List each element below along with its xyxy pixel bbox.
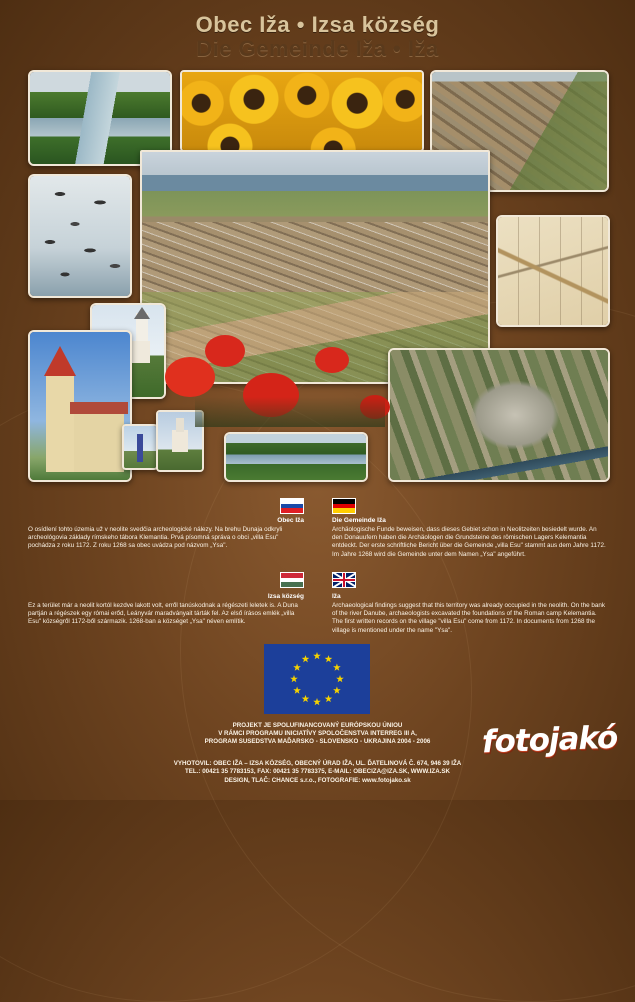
fotojako-logo: fotojakó xyxy=(481,719,618,761)
photo-church-red-tower xyxy=(28,330,132,482)
eu-star-icon xyxy=(313,698,321,705)
publisher-info xyxy=(150,760,485,785)
eu-star-icon xyxy=(293,687,301,694)
publisher-line-1: VYHOTOVIL: OBEC IŽA – IZSA KÖZSÉG, OBECNÝ ÚRAD IŽA, UL. ĎATELINOVÁ Č. 674, 946 39 IŽA xyxy=(173,760,462,767)
en-heading: Iža xyxy=(332,593,341,600)
photo-seagulls xyxy=(28,174,132,298)
eu-star-icon xyxy=(302,655,310,662)
eu-star-icon xyxy=(313,652,321,659)
flag-germany-icon xyxy=(332,498,356,514)
page-title: Obec Iža • Izsa község xyxy=(195,12,440,37)
photo-old-map xyxy=(496,215,610,327)
de-text: Archäologische Funde beweisen, dass dieses Gebiet schon in Neolitzeiten besiedelt wurde. An den Donauufern haben die Archäologen die Grundsteine des römischen Lagers Kelemantia entdeckt. Der erste schriftliche Bericht über die Gemeinde „villa Esu" stammt aus dem Jahre 1172. Im Jahre 1268 wird die Gemeinde unter dem Namen „Ysa" angeführt. xyxy=(332,526,606,558)
project-line-1: PROJEKT JE SPOLUFINANCOVANÝ EURÓPSKOU ÚNIOU xyxy=(232,722,403,729)
photo-aerial-satellite xyxy=(388,348,610,482)
hu-text: Ez a terület már a neolit kortól kezdve lakott volt, erről tanúskodnak a régészeti leletek is. A Duna partján a régészek egy római erőd, Leányvár maradványait tárták fel. Az első írásos emlék „villa Esu" községről 1172-ből származik. 1268-ban a községet „Ysa" néven említik. xyxy=(28,602,298,626)
flag-slovakia-icon xyxy=(280,498,304,514)
en-text: Archaeological findings suggest that this territory was already occupied in the neolith. On the bank of the river Danube, archaeologists excavated the foundations of the Roman camp Kelemantia. The first written records on the village "villa Esu" come from 1172. In documents from 1268 the village is mentioned under the name "Ysa". xyxy=(332,602,606,634)
publisher-line-2: TEL.: 00421 35 7783153, FAX: 00421 35 7783375, E-MAIL: OBECIZA@IZA.SK, WWW.IZA.SK xyxy=(185,768,450,776)
eu-flag-icon xyxy=(264,644,370,714)
photo-river xyxy=(224,432,368,482)
eu-star-icon xyxy=(333,664,341,671)
eu-star-icon xyxy=(302,695,310,702)
eu-star-icon xyxy=(325,655,333,662)
photo-monument xyxy=(122,424,158,470)
eu-star-icon xyxy=(293,664,301,671)
photo-sunflowers xyxy=(180,70,424,152)
sk-heading: Obec Iža xyxy=(277,517,304,524)
project-info xyxy=(140,722,495,746)
eu-star-icon xyxy=(325,695,333,702)
publisher-line-3: DESIGN, TLAČ: CHANCE s.r.o., FOTOGRAFIE: www.fotojako.sk xyxy=(224,776,411,784)
eu-star-icon xyxy=(336,675,344,682)
eu-star-icon xyxy=(290,675,298,682)
project-line-3: PROGRAM SUSEDSTVA MAĎARSKO - SLOVENSKO - UKRAJINA 2004 - 2006 xyxy=(204,738,431,745)
eu-star-icon xyxy=(333,687,341,694)
page-subtitle: Die Gemeinde Iža • Iža xyxy=(196,36,439,61)
hu-heading: Izsa község xyxy=(267,593,304,600)
de-heading: Die Gemeinde Iža xyxy=(332,517,386,524)
flag-uk-icon xyxy=(332,572,356,588)
sk-text: O osídlení tohto územia už v neolite svedčia archeologické nálezy. Na brehu Dunaja odkryli archeológovia základy rímskeho tábora Klemantia. Prvá písomná správa o obci „villa Esu" pochádza z roku 1172. Z roku 1268 sa obec uvádza pod názvom „Ysa". xyxy=(28,526,283,550)
project-line-2: V RÁMCI PROGRAMU INICIATÍVY SPOLOČENSTVA INTERREG III A, xyxy=(218,730,417,737)
flag-hungary-icon xyxy=(280,572,304,588)
poppies-decoration xyxy=(165,335,395,430)
